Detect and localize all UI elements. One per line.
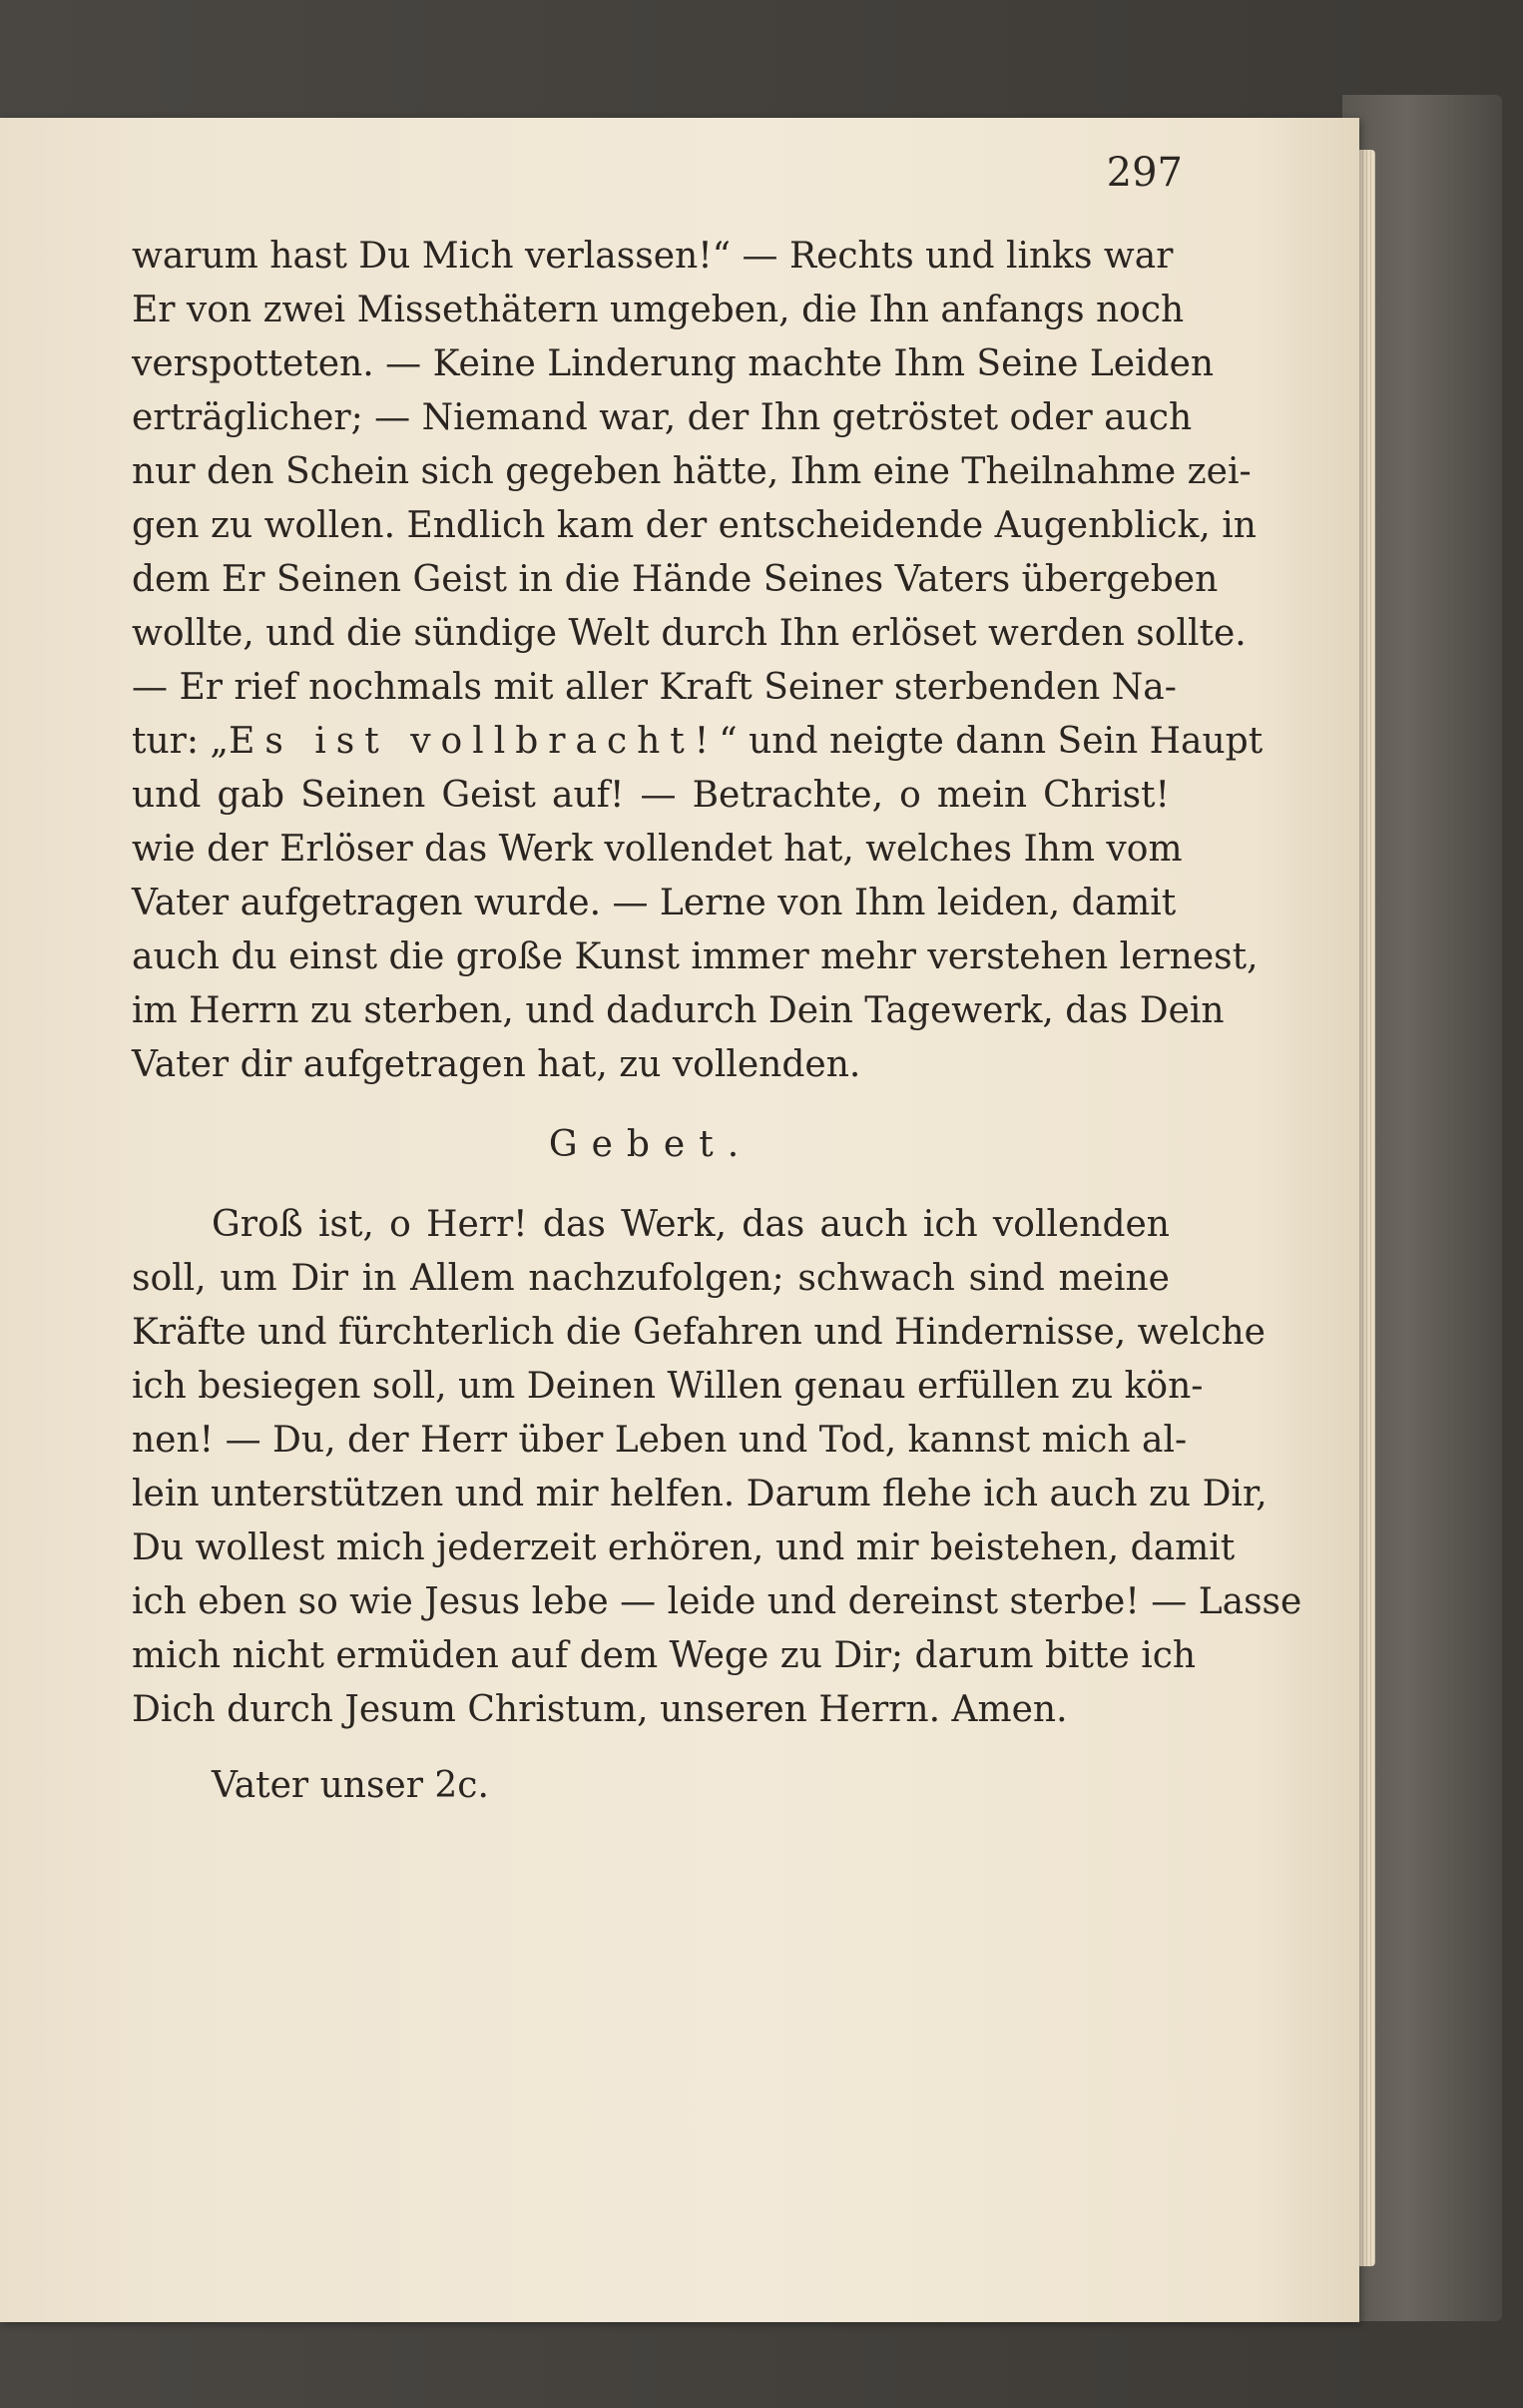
text-line: nen! — Du, der Herr über Leben und Tod, kannst mich al- bbox=[132, 1420, 1188, 1461]
text-line: Kräfte und fürchterlich die Gefahren und Hindernisse, welche bbox=[132, 1312, 1266, 1353]
text-line: — Er rief nochmals mit aller Kraft Seiner sterbenden Na- bbox=[132, 667, 1177, 708]
text-line: und gab Seinen Geist auf! — Betrachte, o mein Christ! bbox=[132, 775, 1170, 816]
text-line: wollte, und die sündige Welt durch Ihn erlöset werden sollte. bbox=[132, 613, 1247, 654]
text-line: dem Er Seinen Geist in die Hände Seines Vaters übergeben bbox=[132, 559, 1219, 600]
text-line: im Herrn zu sterben, und dadurch Dein Tagewerk, das Dein bbox=[132, 990, 1225, 1031]
text-line: soll, um Dir in Allem nachzufolgen; schwach sind meine bbox=[132, 1258, 1170, 1299]
text-line: ich besiegen soll, um Deinen Willen genau erfüllen zu kön- bbox=[132, 1366, 1204, 1407]
closing-line: Vater unser 2c. bbox=[212, 1765, 489, 1806]
text-line: nur den Schein sich gegeben hätte, Ihm eine Theilnahme zei- bbox=[132, 451, 1252, 492]
text-line: wie der Erlöser das Werk vollendet hat, welches Ihm vom bbox=[132, 829, 1183, 870]
text-line: verspotteten. — Keine Linderung machte Ihm Seine Leiden bbox=[132, 343, 1215, 384]
prayer-heading: Gebet. bbox=[548, 1124, 754, 1165]
text-line: warum hast Du Mich verlassen!“ — Rechts und links war bbox=[132, 236, 1174, 277]
spacer bbox=[132, 1737, 1170, 1759]
text-line-first: Groß ist, o Herr! das Werk, das auch ich vollenden bbox=[212, 1204, 1170, 1245]
text-line: ich eben so wie Jesus lebe — leide und dereinst sterbe! — Lasse bbox=[132, 1581, 1302, 1622]
text-line: auch du einst die große Kunst immer mehr verstehen lernest, bbox=[132, 936, 1259, 977]
spacer bbox=[132, 1092, 1170, 1114]
page-text bbox=[132, 230, 1302, 1813]
quote-start: tur: „ bbox=[132, 721, 230, 762]
text-line: lein unterstützen und mir helfen. Darum flehe ich auch zu Dir, bbox=[132, 1474, 1268, 1514]
text-line-last: Vater dir aufgetragen hat, zu vollenden. bbox=[132, 1044, 861, 1085]
text-line-last: Dich durch Jesum Christum, unseren Herrn. Amen. bbox=[132, 1689, 1068, 1730]
text-line: Vater aufgetragen wurde. — Lerne von Ihm leiden, damit bbox=[132, 883, 1177, 923]
text-line-quote bbox=[132, 715, 1264, 769]
text-line: Er von zwei Missethätern umgeben, die Ihn anfangs noch bbox=[132, 290, 1185, 330]
quote-spaced: Es ist vollbracht! bbox=[229, 721, 720, 762]
text-line: mich nicht ermüden auf dem Wege zu Dir; darum bitte ich bbox=[132, 1635, 1197, 1676]
spacer bbox=[132, 1176, 1170, 1198]
text-line: gen zu wollen. Endlich kam der entscheidende Augenblick, in bbox=[132, 505, 1257, 546]
page-number: 297 bbox=[1106, 150, 1183, 196]
quote-end: “ und neigte dann Sein Haupt bbox=[719, 721, 1264, 762]
text-line: Du wollest mich jederzeit erhören, und mir beistehen, damit bbox=[132, 1527, 1236, 1568]
text-line: erträglicher; — Niemand war, der Ihn getröstet oder auch bbox=[132, 397, 1193, 438]
